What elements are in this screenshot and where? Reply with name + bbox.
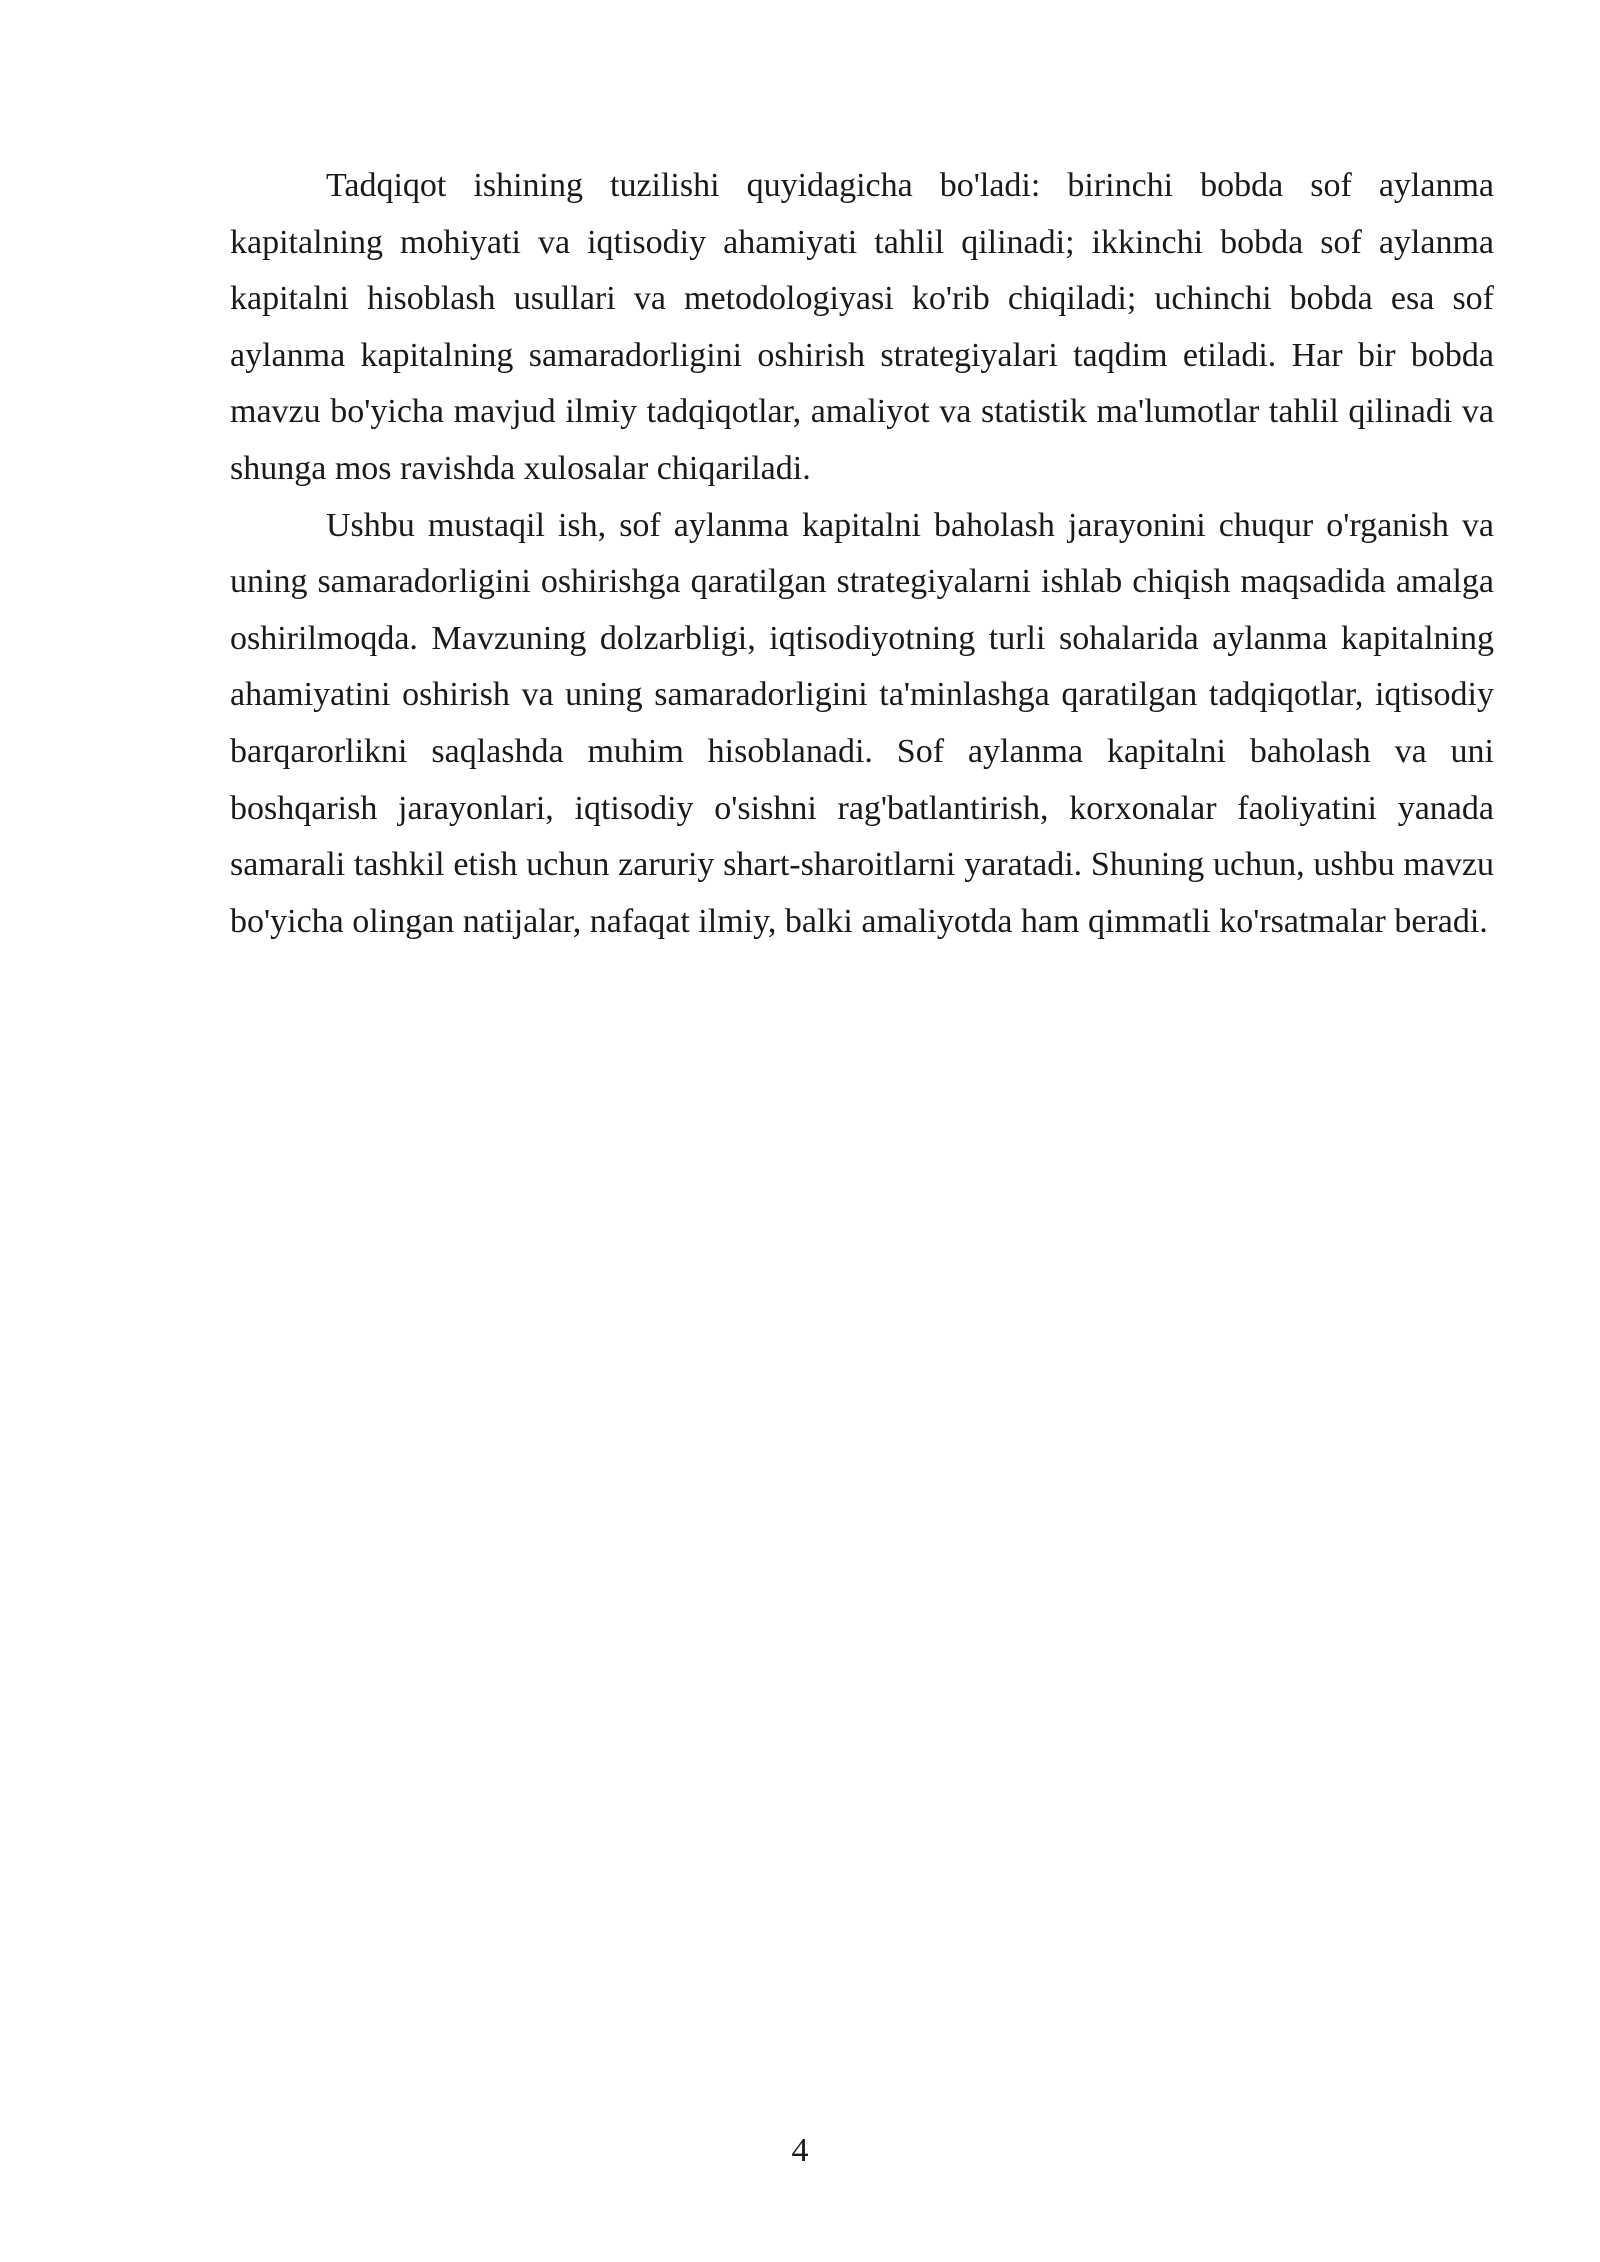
body-text [230, 158, 1494, 950]
page-number: 4 [791, 2132, 809, 2169]
paragraph-purpose: Ushbu mustaqil ish, sof aylanma kapitalni baholash jarayonini chuqur o'rganish va uning samaradorligini oshirishga qaratilgan strategiyalarni ishlab chiqish maqsadida amalga oshirilmoqda. Mavzuning dolzarbligi, iqtisodiyotning turli sohalarida aylanma kapitalning ahamiyatini oshirish va uning samaradorligini ta'minlashga qaratilgan tadqiqotlar, iqtisodiy barqarorlikni saqlashda muhim hisoblanadi. Sof aylanma kapitalni baholash va uni boshqarish jarayonlari, iqtisodiy o'sishni rag'batlantirish, korxonalar faoliyatini yanada samarali tashkil etish uchun zaruriy shart-sharoitlarni yaratadi. Shuning uchun, ushbu mavzu bo'yicha olingan natijalar, nafaqat ilmiy, balki amaliyotda ham qimmatli ko'rsatmalar beradi. [230, 506, 1494, 940]
paragraph-structure: Tadqiqot ishining tuzilishi quyidagicha bo'ladi: birinchi bobda sof aylanma kapitalning mohiyati va iqtisodiy ahamiyati tahlil qilinadi; ikkinchi bobda sof aylanma kapitalni hisoblash usullari va metodologiyasi ko'rib chiqiladi; uchinchi bobda esa sof aylanma kapitalning samaradorligini oshirish strategiyalari taqdim etiladi. Har bir bobda mavzu bo'yicha mavjud ilmiy tadqiqotlar, amaliyot va statistik ma'lumotlar tahlil qilinadi va shunga mos ravishda xulosalar chiqariladi. [230, 167, 1494, 487]
